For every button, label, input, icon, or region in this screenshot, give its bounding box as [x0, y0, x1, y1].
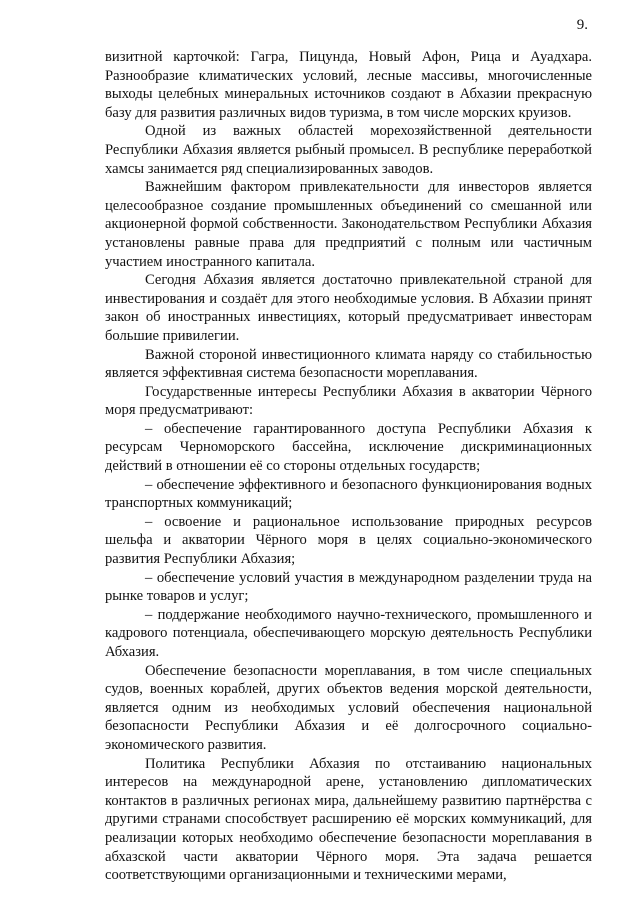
list-item-potential: – поддержание необходимого научно-технического, промышленного и кадрового потенциала, обеспечивающего морскую деятельность Республики Абхазия.: [105, 606, 592, 660]
list-item-resources: – освоение и рациональное использование природных ресурсов шельфа и акватории Чёрного моря в целях социально-экономического развития Республики Абхазия;: [105, 513, 592, 568]
paragraph-continuation: визитной карточкой: Гагра, Пицунда, Новый Афон, Рица и Ауадхара. Разнообразие климатических условий, лесные массивы, многочисленные выходы целебных минеральных источников создают в Абхазии прекрасную базу для развития различных видов туризма, в том числе морских круизов.: [105, 49, 592, 121]
paragraph-state-interests: Государственные интересы Республики Абхазия в акватории Чёрного моря предусматривают:: [105, 383, 592, 419]
list-item-access: – обеспечение гарантированного доступа Республики Абхазия к ресурсам Черноморского бассейна, исключение дискриминационных действий в отношении её со стороны отдельных государств;: [105, 420, 592, 475]
list-item-labor: – обеспечение условий участия в международном разделении труда на рынке товаров и услуг;: [105, 569, 592, 605]
list-item-transport: – обеспечение эффективного и безопасного функционирования водных транспортных коммуникаций;: [105, 476, 592, 512]
paragraph-navigation-safety: Важной стороной инвестиционного климата наряду со стабильностью является эффективная система безопасности мореплавания.: [105, 346, 592, 382]
paragraph-investor-factor: Важнейшим фактором привлекательности для инвесторов является целесообразное создание промышленных объединений со смешанной или акционерной формой собственности. Законодательством Республики Абхазия установлены равные права для предприятий с полным или частичным участием иностранного капитала.: [105, 179, 592, 270]
paragraph-policy: Политика Республики Абхазия по отстаиванию национальных интересов на международной арене, установлению дипломатических контактов в различных регионах мира, дальнейшему развитию партнёрства с другими странами способствует расширению её морских коммуникаций, для реализации которых необходимо обеспечение безопасности мореплавания в абхазской части акватории Чёрного моря. Эта задача решается соответствующими организационными и техническими мерами,: [105, 755, 592, 884]
page-number: 9.: [576, 17, 588, 33]
paragraph-fishing: Одной из важных областей морехозяйственной деятельности Республики Абхазия является рыбный промысел. В республике переработкой хамсы занимается ряд специализированных заводов.: [105, 123, 592, 177]
paragraph-security: Обеспечение безопасности мореплавания, в том числе специальных судов, военных кораблей, других объектов ведения морской деятельности, является одним из необходимых условий обеспечения национальной безопасности Республики Абхазия и её долгосрочного социально-экономического развития.: [105, 662, 592, 753]
document-body: [105, 48, 592, 885]
paragraph-investment-conditions: Сегодня Абхазия является достаточно привлекательной страной для инвестирования и создаёт для этого необходимые условия. В Абхазии принят закон об иностранных инвестициях, который предусматривает инвесторам большие привилегии.: [105, 272, 592, 344]
